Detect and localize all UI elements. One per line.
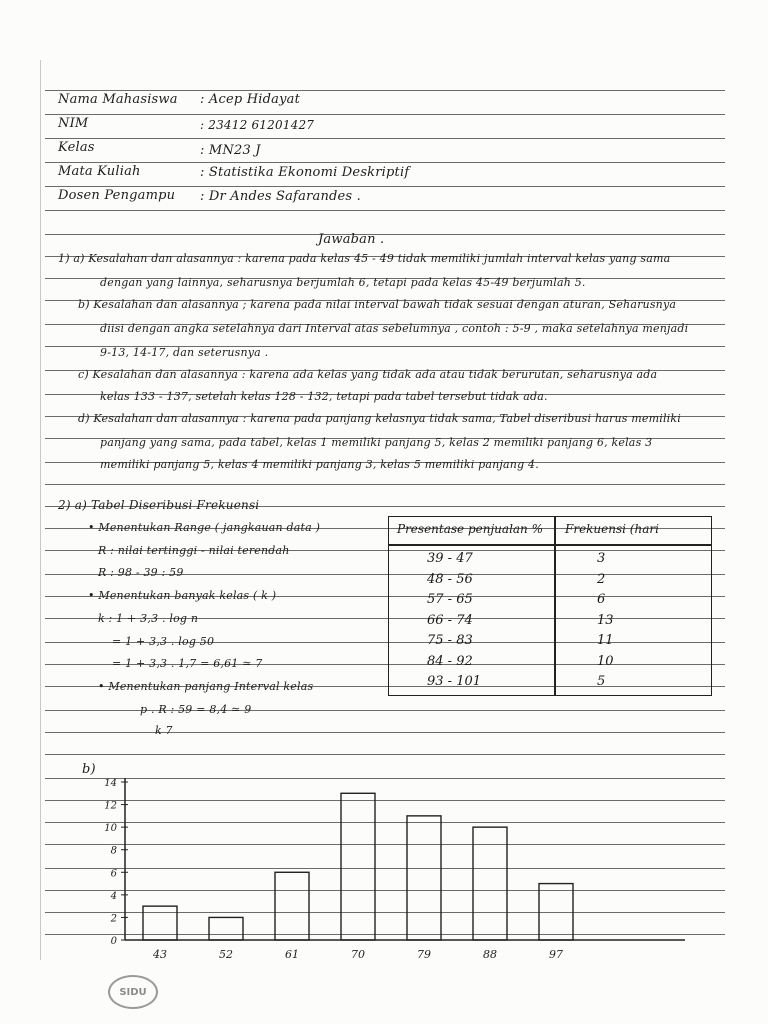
q2-step: • Menentukan panjang Interval kelas (98, 680, 314, 693)
margin-line (40, 60, 41, 960)
q2-b-label: b) (82, 762, 96, 777)
ruled-line (45, 186, 725, 187)
ruled-line (45, 90, 725, 91)
label-kelas: Kelas (58, 140, 95, 155)
table-cell-frequency: 3 (597, 551, 606, 566)
q2-step: p . R : 59 = 8,4 ≃ 9 (140, 703, 252, 716)
label-mata-kuliah: Mata Kuliah (58, 164, 141, 179)
q2-heading: 2) a) Tabel Diseribusi Frekuensi (58, 498, 260, 512)
table-cell-interval: 48 - 56 (427, 571, 473, 587)
value-dosen: : Dr Andes Safarandes . (200, 189, 361, 204)
q1-line: diisi dengan angka setelahnya dari Interval atas sebelumnya , contoh : 5-9 , maka setelahnya menjadi (100, 322, 689, 335)
label-nama: Nama Mahasiswa (58, 92, 178, 107)
value-nim: : 2341⁢2 61201427 (200, 118, 315, 132)
ruled-line (45, 210, 725, 211)
y-tick-label: 0 (110, 936, 117, 947)
value-nama: : Acep Hidayat (200, 92, 301, 107)
q2-step: = 1 + 3,3 . log 50 (112, 635, 215, 648)
histogram-bar (275, 872, 309, 940)
ruled-line (45, 114, 725, 115)
histogram-bar (473, 827, 507, 940)
table-header: Frekuensi (hari (565, 522, 659, 536)
histogram-bar (407, 816, 441, 940)
y-tick-label: 4 (110, 890, 117, 902)
table-header-line (389, 544, 711, 546)
table-cell-interval: 66 - 74 (427, 612, 473, 628)
q1-line: 9-13, 14-17, dan seterusnya . (100, 346, 269, 359)
q2-step: k : 1 + 3,3 . log n (98, 612, 199, 625)
x-tick-label: 43 (153, 948, 167, 961)
sidu-stamp-logo (108, 975, 158, 1009)
value-kelas: : MN23 J (200, 143, 261, 158)
label-nim: NIM (58, 116, 89, 131)
x-tick-label: 97 (549, 948, 563, 961)
q1-line: d) Kesalahan dan alasannya : karena pada panjang kelasnya tidak sama, Tabel diseribusi harus memiliki (78, 412, 681, 425)
x-tick-label: 88 (483, 948, 497, 961)
x-tick-label: 52 (219, 948, 233, 961)
table-cell-frequency: 6 (597, 592, 606, 607)
y-tick-label: 8 (110, 845, 117, 857)
frequency-histogram (95, 772, 715, 972)
table-cell-frequency: 5 (597, 674, 606, 689)
table-cell-frequency: 13 (597, 612, 614, 628)
histogram-bar (143, 906, 177, 940)
q1-line: 1) a) Kesalahan dan alasannya : karena pada kelas 45 - 49 tidak memiliki jumlah interval kelas yang sama (58, 252, 671, 265)
q2-step: R : nilai tertinggi - nilai terendah (98, 544, 290, 557)
ruled-line (45, 484, 725, 485)
q1-line: c) Kesalahan dan alasannya : karena ada kelas yang tidak ada atau tidak berurutan, seharusnya ada (78, 368, 658, 381)
table-cell-frequency: 10 (597, 653, 614, 669)
table-cell-frequency: 11 (597, 633, 614, 648)
q1-line: memiliki panjang 5, kelas 4 memiliki panjang 3, kelas 5 memiliki panjang 4. (100, 458, 539, 471)
ruled-line (45, 138, 725, 139)
y-tick-label: 10 (104, 823, 117, 835)
q2-step: = 1 + 3,3 . 1,7 = 6,61 ≃ 7 (112, 657, 263, 670)
ruled-line (45, 162, 725, 163)
q2-step: • Menentukan banyak kelas ( k ) (88, 589, 277, 602)
table-header: Presentase penjualan % (397, 522, 544, 536)
table-cell-interval: 84 - 92 (427, 653, 473, 669)
ruled-line (45, 754, 725, 755)
y-tick-label: 2 (110, 913, 117, 925)
q2-step: • Menentukan Range ( jangkauan data ) (88, 521, 321, 534)
histogram-bar (539, 884, 573, 940)
table-cell-interval: 57 - 65 (427, 592, 473, 607)
histogram-bar (341, 793, 375, 940)
answer-title: Jawaban . (318, 232, 385, 247)
table-cell-frequency: 2 (597, 571, 606, 587)
q1-line: kelas 133 - 137, setelah kelas 128 - 132, tetapi pada tabel tersebut tidak ada. (100, 390, 548, 403)
label-dosen: Dosen Pengampu (58, 188, 176, 203)
histogram-bar (209, 917, 243, 940)
value-mata-kuliah: : Statistika Ekonomi Deskriptif (200, 165, 410, 180)
stamp-text: SIDU (119, 986, 147, 998)
y-tick-label: 14 (104, 778, 117, 789)
y-tick-label: 12 (104, 800, 117, 812)
x-tick-label: 61 (285, 948, 299, 961)
q1-line: dengan yang lainnya, seharusnya berjumlah 6, tetapi pada kelas 45-49 berjumlah 5. (100, 276, 586, 289)
q1-line: panjang yang sama, pada tabel, kelas 1 memiliki panjang 5, kelas 2 memiliki panjang 6, kelas 3 (100, 436, 653, 449)
q1-line: b) Kesalahan dan alasannya ; karena pada nilai interval bawah tidak sesuai dengan aturan, Seharusnya (78, 298, 677, 311)
table-cell-interval: 39 - 47 (427, 551, 473, 566)
frequency-table (388, 516, 712, 696)
ruled-line (45, 234, 725, 235)
x-tick-label: 70 (351, 948, 365, 961)
table-cell-interval: 75 - 83 (427, 633, 473, 648)
x-tick-label: 79 (417, 948, 431, 961)
y-tick-label: 6 (110, 868, 117, 880)
q2-step: R : 98 - 39 : 59 (98, 566, 184, 579)
q2-step: k 7 (155, 724, 173, 737)
table-cell-interval: 93 - 101 (427, 674, 482, 689)
ruled-line (45, 732, 725, 733)
